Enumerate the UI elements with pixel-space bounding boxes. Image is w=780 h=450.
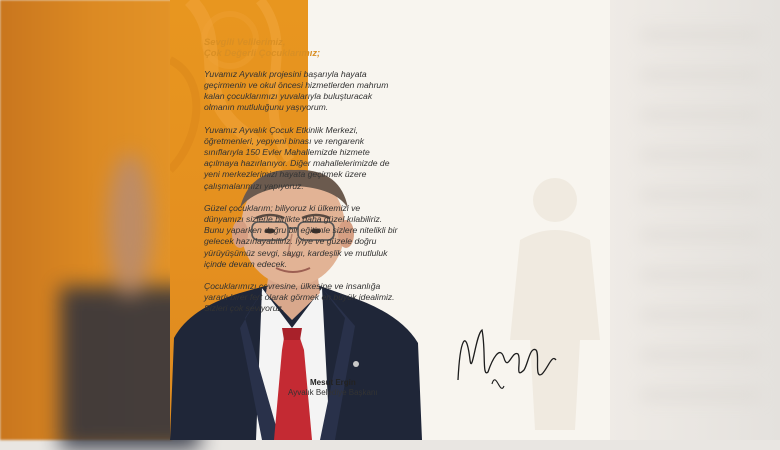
salutation-line-2: Çok Değerli Çocuklarımız;: [204, 47, 321, 59]
letter-text: [204, 36, 436, 326]
signature-scribble: [452, 320, 572, 400]
salutation-line-1: Sevgili Velilerimiz,: [204, 36, 286, 47]
salutation: [204, 36, 436, 59]
signatory-name: Mesut Ergin: [310, 378, 356, 387]
letter-paragraph-1: Yuvamız Ayvalık projesini başarıyla hayata geçirmenin ve okul öncesi hizmetlerden mahrum kalan çocuklarımızı yuvalarıyla buluşturacak olmanın mutluluğunu yaşıyorum.: [204, 68, 389, 113]
letter-paragraph-2: Yuvamız Ayvalık Çocuk Etkinlik Merkezi, öğretmenleri, yepyeni binası ve rengarenk sınıflarıyla 150 Evler Mahallemizde hizmete açılmaya hazırlanıyor. Diğer mahallelerimizde de yeni merkezlerimizi hayata geçirmek üzere çalışmalarımızı yapıyoruz.: [204, 124, 390, 191]
letter-paragraph-3: Güzel çocuklarım; biliyoruz ki ülkemizi ve dünyamızı sizlerle birlikte daha güzel kılabiliriz. Bunu yaparken doğru bir eğitimle sizlere nitelikli bir gelecek hazırlayabiliriz. İyiye ve güzele doğru yürüyüşümüz sevgi, saygı, kardeşlik ve mutluluk içinde devam edecek.: [204, 202, 398, 269]
signatory-title: Ayvalık Belediye Başkanı: [288, 388, 378, 397]
letter-paragraph-4: Çocuklarımızı çevresine, ülkesine ve insanlığa yararlı birer fert olarak görmek en büyük idealimiz. Sizleri çok seviyoruz.: [204, 281, 395, 314]
blurred-text-background: [640, 30, 760, 410]
